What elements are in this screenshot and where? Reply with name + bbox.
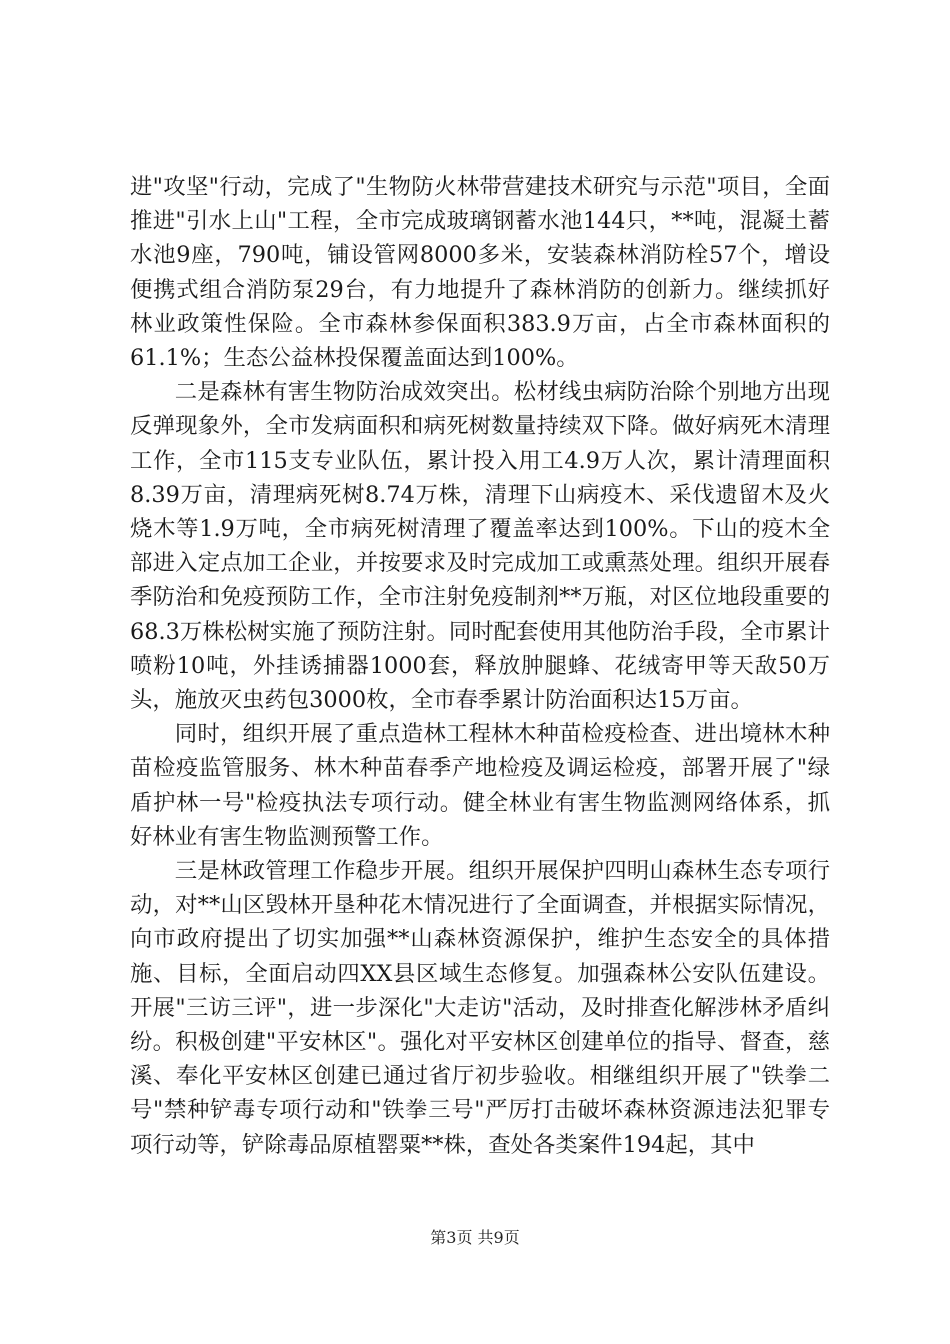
page-number: 第3页 共9页 (430, 1228, 520, 1247)
paragraph-continued: 进"攻坚"行动，完成了"生物防火林带营建技术研究与示范"项目，全面推进"引水上山"工程，全市完成玻璃钢蓄水池144只，**吨，混凝土蓄水池9座，790吨，铺设管网8000多米，安装森林消防栓57个，增设便携式组合消防泵29台，有力地提升了森林消防的创新力。继续抓好林业政策性保险。全市森林参保面积383.9万亩，占全市森林面积的61.1%；生态公益林投保覆盖面达到100%。 (130, 174, 830, 372)
paragraph-forest-administration: 三是林政管理工作稳步开展。组织开展保护四明山森林生态专项行动，对**山区毁林开垦种花木情况进行了全面调查，并根据实际情况，向市政府提出了切实加强**山森林资源保护，维护生态安全的具体措施、目标，全面启动四XX县区域生态修复。加强森林公安队伍建设。开展"三访三评"，进一步深化"大走访"活动，及时排查化解涉林矛盾纠纷。积极创建"平安林区"。强化对平安林区创建单位的指导、督查，慈溪、奉化平安林区创建已通过省厅初步验收。相继组织开展了"铁拳二号"禁种铲毒专项行动和"铁拳三号"严厉打击破坏森林资源违法犯罪专项行动等，铲除毒品原植罂粟**株，查处各类案件194起，其中 (130, 858, 830, 1158)
document-body (130, 170, 830, 1162)
page-footer (0, 1228, 950, 1248)
paragraph-pest-control: 二是森林有害生物防治成效突出。松材线虫病防治除个别地方出现反弹现象外，全市发病面积和病死树数量持续双下降。做好病死木清理工作，全市115支专业队伍，累计投入用工4.9万人次，累计清理面积8.39万亩，清理病死树8.74万株，清理下山病疫木、采伐遗留木及火烧木等1.9万吨，全市病死树清理了覆盖率达到100%。下山的疫木全部进入定点加工企业，并按要求及时完成加工或熏蒸处理。组织开展春季防治和免疫预防工作，全市注射免疫制剂**万瓶，对区位地段重要的68.3万株松树实施了预防注射。同时配套使用其他防治手段，全市累计喷粉10吨，外挂诱捕器1000套，释放肿腿蜂、花绒寄甲等天敌50万头，施放灭虫药包3000枚，全市春季累计防治面积达15万亩。 (130, 379, 830, 714)
paragraph-quarantine: 同时，组织开展了重点造林工程林木种苗检疫检查、进出境林木种苗检疫监管服务、林木种苗春季产地检疫及调运检疫，部署开展了"绿盾护林一号"检疫执法专项行动。健全林业有害生物监测网络体系，抓好林业有害生物监测预警工作。 (130, 721, 830, 850)
